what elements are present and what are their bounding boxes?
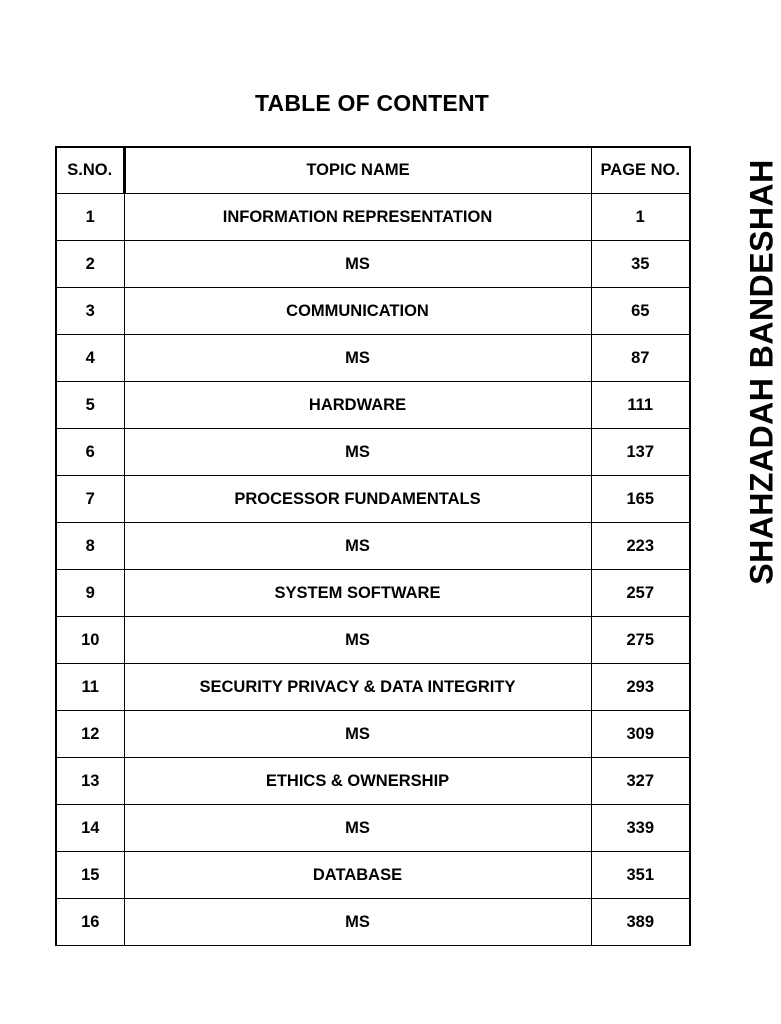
row-topic-name: MS [124, 335, 591, 382]
row-sno: 16 [56, 899, 124, 946]
row-page-no: 309 [591, 711, 690, 758]
row-sno: 5 [56, 382, 124, 429]
row-sno: 4 [56, 335, 124, 382]
row-sno: 3 [56, 288, 124, 335]
row-page-no: 111 [591, 382, 690, 429]
table-row [56, 711, 690, 758]
row-topic-name: INFORMATION REPRESENTATION [124, 194, 591, 241]
table-row [56, 758, 690, 805]
row-page-no: 389 [591, 899, 690, 946]
row-sno: 10 [56, 617, 124, 664]
row-page-no: 87 [591, 335, 690, 382]
table-row [56, 194, 690, 241]
row-topic-name: COMMUNICATION [124, 288, 591, 335]
header-sno: S.NO. [56, 147, 124, 194]
row-sno: 6 [56, 429, 124, 476]
table-row [56, 241, 690, 288]
row-page-no: 65 [591, 288, 690, 335]
row-page-no: 293 [591, 664, 690, 711]
row-sno: 12 [56, 711, 124, 758]
row-topic-name: MS [124, 805, 591, 852]
row-topic-name: PROCESSOR FUNDAMENTALS [124, 476, 591, 523]
row-topic-name: MS [124, 241, 591, 288]
table-body [56, 194, 690, 946]
table-row [56, 570, 690, 617]
row-page-no: 165 [591, 476, 690, 523]
row-page-no: 137 [591, 429, 690, 476]
table-row [56, 476, 690, 523]
header-page-no: PAGE NO. [591, 147, 690, 194]
row-sno: 9 [56, 570, 124, 617]
row-sno: 13 [56, 758, 124, 805]
row-sno: 1 [56, 194, 124, 241]
row-topic-name: MS [124, 899, 591, 946]
header-topic-name: TOPIC NAME [124, 147, 591, 194]
author-side-label: SHAHZADAH BANDESHAH [743, 159, 780, 585]
row-sno: 8 [56, 523, 124, 570]
row-topic-name: MS [124, 429, 591, 476]
page-title: TABLE OF CONTENT [254, 90, 490, 116]
row-page-no: 275 [591, 617, 690, 664]
row-sno: 11 [56, 664, 124, 711]
row-topic-name: MS [124, 523, 591, 570]
table-header-row [56, 147, 690, 194]
table-row [56, 617, 690, 664]
row-page-no: 339 [591, 805, 690, 852]
row-topic-name: MS [124, 617, 591, 664]
table-row [56, 805, 690, 852]
row-sno: 14 [56, 805, 124, 852]
table-of-contents [55, 146, 691, 946]
row-topic-name: SYSTEM SOFTWARE [124, 570, 591, 617]
row-page-no: 223 [591, 523, 690, 570]
row-page-no: 1 [591, 194, 690, 241]
table-row [56, 852, 690, 899]
row-topic-name: DATABASE [124, 852, 591, 899]
row-sno: 7 [56, 476, 124, 523]
table-row [56, 664, 690, 711]
row-page-no: 35 [591, 241, 690, 288]
table-row [56, 523, 690, 570]
row-topic-name: SECURITY PRIVACY & DATA INTEGRITY [124, 664, 591, 711]
row-sno: 2 [56, 241, 124, 288]
table-row [56, 335, 690, 382]
row-page-no: 257 [591, 570, 690, 617]
table-row [56, 899, 690, 946]
row-topic-name: MS [124, 711, 591, 758]
row-page-no: 351 [591, 852, 690, 899]
row-topic-name: ETHICS & OWNERSHIP [124, 758, 591, 805]
table-row [56, 288, 690, 335]
row-topic-name: HARDWARE [124, 382, 591, 429]
table-row [56, 429, 690, 476]
row-sno: 15 [56, 852, 124, 899]
row-page-no: 327 [591, 758, 690, 805]
table-row [56, 382, 690, 429]
